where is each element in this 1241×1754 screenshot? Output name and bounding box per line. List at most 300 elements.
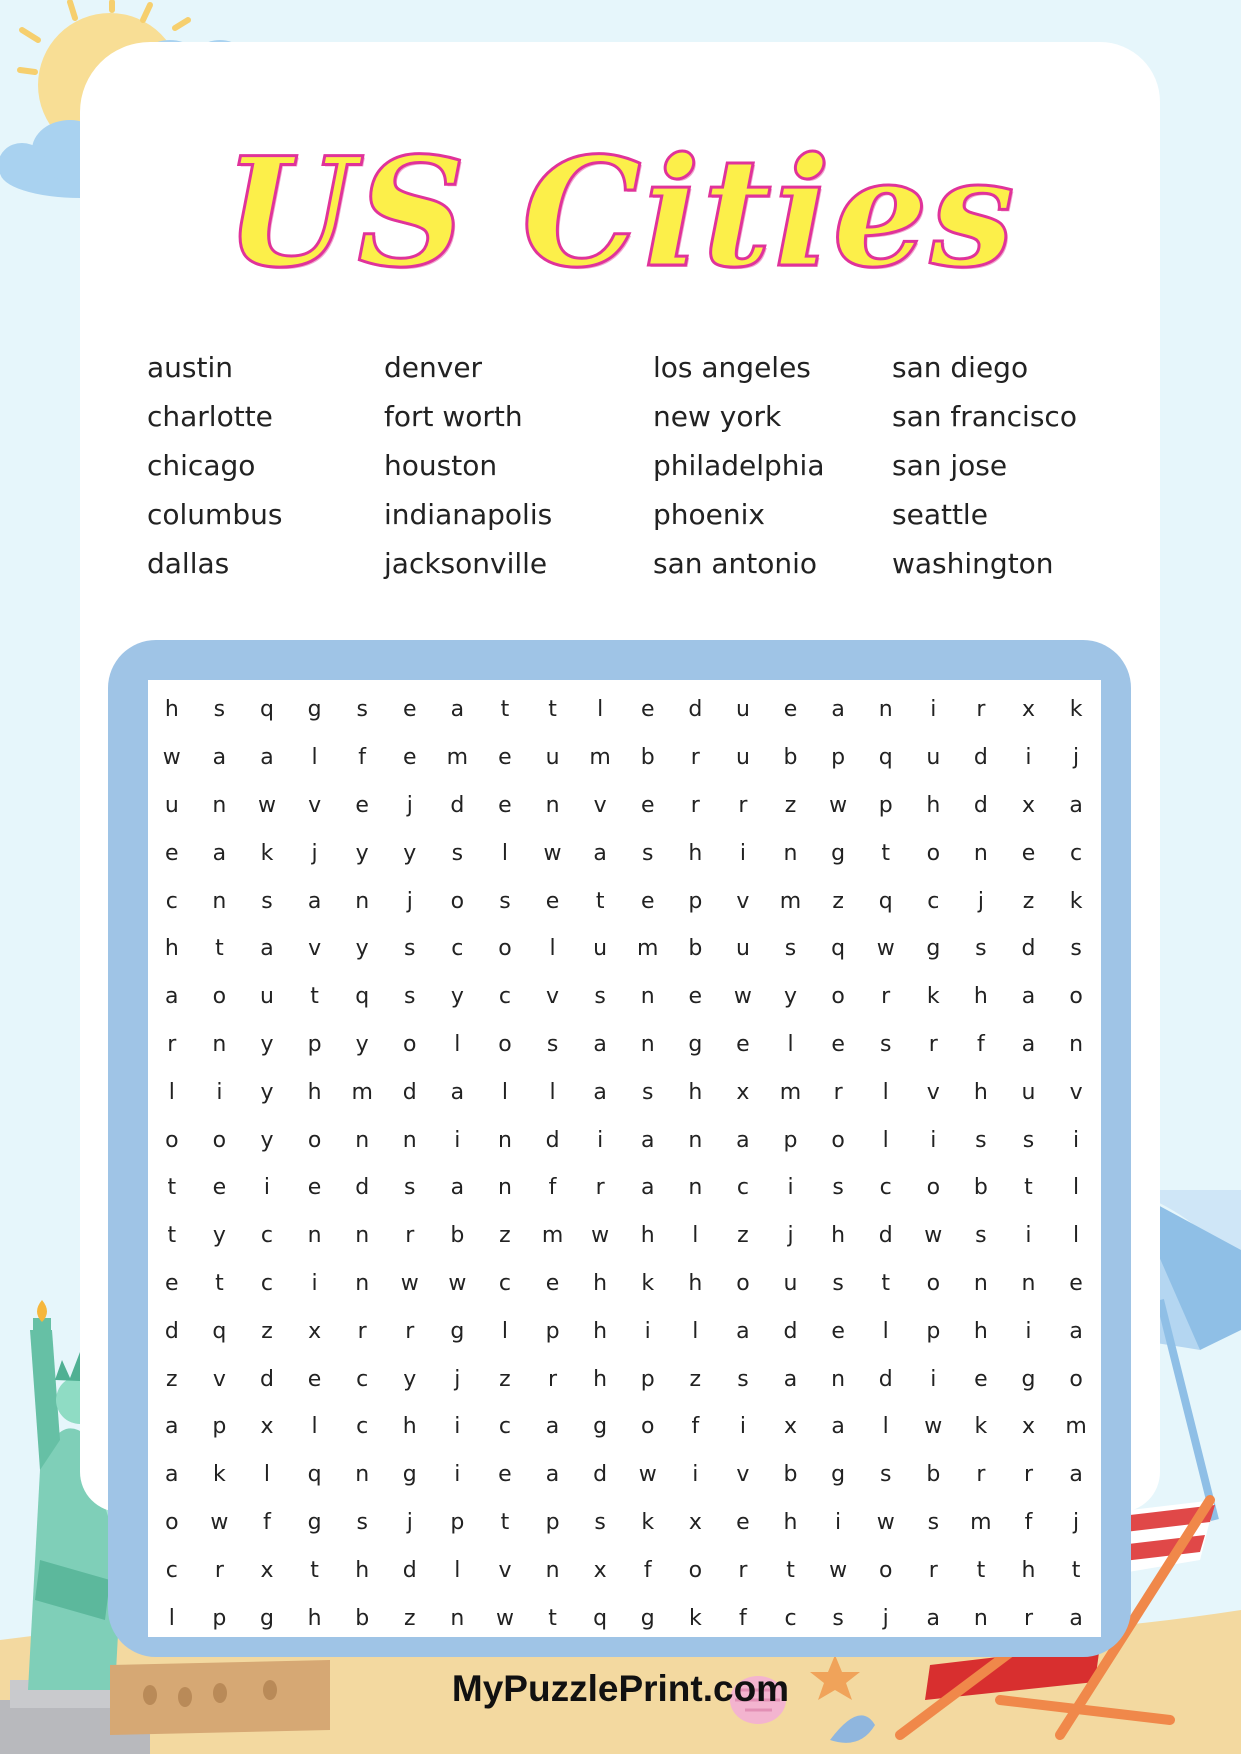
grid-cell: i bbox=[787, 1175, 794, 1201]
grid-cell: k bbox=[974, 1414, 988, 1440]
grid-cell: r bbox=[738, 1557, 748, 1583]
grid-cell: i bbox=[930, 1127, 937, 1153]
grid-cell: k bbox=[926, 984, 940, 1010]
word-item: houston bbox=[384, 449, 498, 482]
grid-cell: a bbox=[831, 697, 845, 723]
grid-cell: r bbox=[690, 745, 700, 771]
grid-cell: t bbox=[595, 888, 605, 914]
grid-cell: d bbox=[260, 1366, 274, 1392]
grid-cell: e bbox=[1069, 1270, 1083, 1296]
grid-cell: c bbox=[498, 1270, 511, 1296]
grid-cell: a bbox=[831, 1414, 845, 1440]
word-column-4 bbox=[892, 343, 1077, 588]
grid-cell: x bbox=[1021, 1414, 1035, 1440]
grid-cell: l bbox=[501, 840, 509, 866]
grid-cell: u bbox=[164, 792, 179, 818]
grid-cell: d bbox=[878, 1223, 893, 1249]
grid-cell: p bbox=[212, 1605, 227, 1631]
grid-cell: w bbox=[829, 792, 848, 818]
grid-cell: y bbox=[355, 840, 369, 866]
grid-cell: c bbox=[1070, 840, 1083, 866]
grid-cell: l bbox=[501, 1318, 509, 1344]
word-item: phoenix bbox=[653, 498, 765, 531]
word-item: new york bbox=[653, 400, 782, 433]
grid-cell: i bbox=[454, 1414, 461, 1440]
grid-cell: a bbox=[640, 1127, 655, 1153]
grid-cell: w bbox=[733, 984, 752, 1010]
grid-cell: w bbox=[591, 1223, 610, 1249]
grid-cell: l bbox=[787, 1031, 794, 1057]
grid-cell: l bbox=[454, 1557, 461, 1583]
grid-cell: r bbox=[1023, 1462, 1033, 1488]
word-item: indianapolis bbox=[384, 498, 553, 531]
grid-cell: c bbox=[736, 1175, 749, 1201]
word-item: denver bbox=[384, 351, 483, 384]
grid-cell: u bbox=[593, 936, 608, 962]
grid-cell: a bbox=[783, 1366, 798, 1392]
grid-cell: w bbox=[543, 840, 562, 866]
letter-grid bbox=[148, 686, 1100, 1642]
grid-cell: o bbox=[1069, 1366, 1083, 1392]
grid-cell: c bbox=[879, 1175, 892, 1201]
grid-cell: f bbox=[977, 1031, 985, 1057]
grid-cell: m bbox=[351, 1079, 373, 1105]
grid-cell: z bbox=[166, 1366, 178, 1392]
word-column-1 bbox=[147, 343, 282, 588]
grid-cell: e bbox=[736, 1031, 750, 1057]
grid-cell: g bbox=[831, 840, 846, 866]
grid-cell: j bbox=[406, 792, 413, 818]
grid-cell: n bbox=[545, 1557, 560, 1583]
grid-cell: n bbox=[545, 792, 560, 818]
grid-cell: e bbox=[736, 1509, 750, 1535]
grid-cell: w bbox=[924, 1414, 943, 1440]
grid-cell: a bbox=[450, 1175, 465, 1201]
grid-cell: i bbox=[597, 1127, 604, 1153]
grid-cell: m bbox=[541, 1223, 564, 1249]
grid-cell: n bbox=[355, 1223, 370, 1249]
grid-cell: d bbox=[402, 1079, 417, 1105]
grid-cell: t bbox=[215, 936, 224, 962]
grid-cell: v bbox=[308, 936, 322, 962]
grid-cell: m bbox=[1065, 1414, 1087, 1440]
grid-cell: b bbox=[783, 1462, 798, 1488]
grid-cell: r bbox=[881, 984, 891, 1010]
grid-cell: w bbox=[876, 1509, 895, 1535]
grid-cell: c bbox=[927, 888, 940, 914]
word-item: fort worth bbox=[384, 400, 523, 433]
grid-cell: o bbox=[831, 1127, 845, 1153]
grid-cell: t bbox=[500, 697, 510, 723]
grid-cell: g bbox=[831, 1462, 846, 1488]
grid-cell: y bbox=[212, 1223, 226, 1249]
grid-cell: r bbox=[738, 792, 748, 818]
grid-cell: a bbox=[1069, 1318, 1083, 1344]
grid-cell: u bbox=[260, 984, 274, 1010]
grid-cell: v bbox=[308, 792, 322, 818]
grid-cell: l bbox=[882, 1318, 889, 1344]
grid-cell: n bbox=[497, 1127, 512, 1153]
grid-cell: a bbox=[1069, 1462, 1083, 1488]
grid-cell: r bbox=[976, 1462, 986, 1488]
word-item: washington bbox=[892, 547, 1054, 580]
grid-cell: i bbox=[1073, 1127, 1080, 1153]
grid-cell: o bbox=[212, 984, 227, 1010]
grid-cell: v bbox=[1069, 1079, 1083, 1105]
grid-cell: a bbox=[450, 1079, 465, 1105]
grid-cell: e bbox=[212, 1175, 227, 1201]
grid-cell: u bbox=[735, 745, 750, 771]
grid-cell: a bbox=[1021, 984, 1036, 1010]
grid-cell: q bbox=[355, 984, 370, 1010]
word-list bbox=[0, 343, 1241, 593]
grid-cell: k bbox=[260, 840, 274, 866]
grid-cell: b bbox=[973, 1175, 988, 1201]
grid-cell: i bbox=[311, 1270, 318, 1296]
grid-cell: a bbox=[593, 1031, 607, 1057]
grid-cell: x bbox=[736, 1079, 750, 1105]
grid-cell: s bbox=[356, 697, 368, 723]
grid-cell: f bbox=[643, 1557, 652, 1583]
grid-cell: x bbox=[784, 1414, 798, 1440]
grid-cell: p bbox=[212, 1414, 227, 1440]
grid-cell: j bbox=[406, 888, 413, 914]
grid-cell: a bbox=[545, 1462, 560, 1488]
grid-cell: e bbox=[498, 792, 512, 818]
grid-cell: s bbox=[261, 888, 273, 914]
grid-cell: r bbox=[976, 697, 986, 723]
grid-cell: r bbox=[833, 1079, 843, 1105]
grid-cell: a bbox=[165, 984, 179, 1010]
grid-cell: n bbox=[1021, 1270, 1036, 1296]
grid-cell: u bbox=[735, 936, 750, 962]
grid-cell: s bbox=[594, 984, 606, 1010]
grid-cell: a bbox=[450, 697, 465, 723]
grid-cell: m bbox=[779, 1079, 802, 1105]
grid-cell: n bbox=[973, 840, 988, 866]
grid-cell: d bbox=[688, 697, 703, 723]
grid-cell: h bbox=[640, 1223, 655, 1249]
grid-cell: d bbox=[402, 1557, 417, 1583]
grid-cell: h bbox=[307, 1079, 322, 1105]
grid-cell: z bbox=[737, 1223, 749, 1249]
grid-cell: h bbox=[973, 1079, 988, 1105]
grid-cell: h bbox=[688, 840, 703, 866]
grid-cell: v bbox=[212, 1366, 226, 1392]
grid-cell: n bbox=[402, 1127, 417, 1153]
grid-cell: p bbox=[307, 1031, 322, 1057]
grid-cell: s bbox=[737, 1366, 749, 1392]
grid-cell: w bbox=[638, 1462, 657, 1488]
grid-cell: m bbox=[970, 1509, 992, 1535]
grid-cell: x bbox=[260, 1557, 274, 1583]
grid-cell: w bbox=[162, 745, 181, 771]
grid-cell: x bbox=[1021, 792, 1035, 818]
word-item: seattle bbox=[892, 498, 988, 531]
grid-cell: c bbox=[498, 1414, 511, 1440]
grid-cell: s bbox=[832, 1270, 844, 1296]
grid-cell: r bbox=[167, 1031, 177, 1057]
grid-cell: c bbox=[165, 888, 178, 914]
grid-cell: g bbox=[402, 1462, 417, 1488]
grid-cell: s bbox=[213, 697, 226, 723]
grid-cell: t bbox=[1071, 1557, 1081, 1583]
grid-cell: p bbox=[545, 1318, 560, 1344]
grid-cell: a bbox=[1021, 1031, 1036, 1057]
grid-cell: e bbox=[355, 792, 369, 818]
grid-cell: o bbox=[1069, 984, 1083, 1010]
grid-cell: n bbox=[783, 840, 798, 866]
word-column-2 bbox=[384, 343, 552, 588]
grid-cell: e bbox=[307, 1366, 322, 1392]
grid-cell: s bbox=[927, 1509, 940, 1535]
grid-cell: o bbox=[403, 1031, 417, 1057]
grid-cell: w bbox=[495, 1605, 514, 1631]
grid-cell: l bbox=[882, 1079, 889, 1105]
grid-cell: i bbox=[739, 840, 746, 866]
grid-cell: s bbox=[975, 1127, 987, 1153]
grid-cell: p bbox=[450, 1509, 465, 1535]
grid-cell: s bbox=[1070, 936, 1082, 962]
grid-cell: r bbox=[548, 1366, 558, 1392]
grid-cell: t bbox=[310, 984, 319, 1010]
word-item: san jose bbox=[892, 449, 1008, 482]
grid-cell: h bbox=[355, 1557, 370, 1583]
grid-cell: w bbox=[876, 936, 895, 962]
grid-cell: j bbox=[311, 840, 318, 866]
grid-cell: p bbox=[831, 745, 846, 771]
grid-cell: r bbox=[405, 1223, 415, 1249]
grid-cell: n bbox=[973, 1270, 988, 1296]
grid-cell: o bbox=[926, 840, 941, 866]
grid-cell: g bbox=[307, 1509, 322, 1535]
grid-cell: g bbox=[593, 1414, 608, 1440]
grid-cell: d bbox=[450, 792, 465, 818]
grid-cell: n bbox=[355, 888, 370, 914]
grid-cell: o bbox=[165, 1509, 179, 1535]
grid-cell: l bbox=[263, 1462, 271, 1488]
grid-cell: z bbox=[499, 1223, 511, 1249]
grid-cell: i bbox=[930, 1366, 937, 1392]
grid-cell: r bbox=[690, 792, 700, 818]
page-title: US Cities bbox=[224, 125, 1017, 301]
grid-cell: i bbox=[835, 1509, 842, 1535]
grid-cell: b bbox=[355, 1605, 370, 1631]
grid-cell: v bbox=[736, 1462, 750, 1488]
grid-cell: h bbox=[688, 1270, 703, 1296]
grid-cell: c bbox=[356, 1414, 369, 1440]
grid-cell: r bbox=[928, 1557, 938, 1583]
grid-cell: o bbox=[498, 936, 512, 962]
grid-cell: k bbox=[641, 1509, 655, 1535]
grid-cell: q bbox=[878, 745, 893, 771]
grid-cell: x bbox=[308, 1318, 322, 1344]
grid-cell: z bbox=[403, 1605, 416, 1631]
grid-cell: n bbox=[497, 1175, 512, 1201]
grid-cell: j bbox=[1073, 745, 1080, 771]
grid-cell: n bbox=[688, 1175, 703, 1201]
grid-cell: e bbox=[498, 745, 512, 771]
grid-cell: w bbox=[400, 1270, 419, 1296]
grid-cell: r bbox=[595, 1175, 605, 1201]
grid-cell: s bbox=[404, 984, 416, 1010]
grid-cell: q bbox=[878, 888, 893, 914]
grid-cell: d bbox=[593, 1462, 608, 1488]
grid-cell: c bbox=[451, 936, 464, 962]
grid-cell: o bbox=[450, 888, 465, 914]
word-item: philadelphia bbox=[653, 449, 825, 482]
grid-cell: a bbox=[212, 745, 227, 771]
grid-cell: o bbox=[831, 984, 845, 1010]
grid-cell: l bbox=[311, 745, 318, 771]
grid-cell: p bbox=[783, 1127, 798, 1153]
grid-cell: x bbox=[688, 1509, 702, 1535]
grid-cell: k bbox=[1069, 697, 1083, 723]
grid-cell: h bbox=[402, 1414, 417, 1440]
grid-cell: h bbox=[593, 1270, 608, 1296]
grid-cell: t bbox=[786, 1557, 795, 1583]
grid-cell: s bbox=[879, 1031, 892, 1057]
grid-cell: r bbox=[214, 1557, 224, 1583]
grid-cell: e bbox=[640, 888, 655, 914]
grid-cell: v bbox=[546, 984, 560, 1010]
grid-cell: i bbox=[1025, 1223, 1032, 1249]
grid-cell: d bbox=[783, 1318, 798, 1344]
grid-cell: j bbox=[1073, 1509, 1080, 1535]
grid-cell: m bbox=[589, 745, 611, 771]
grid-cell: q bbox=[260, 697, 274, 723]
grid-cell: i bbox=[930, 697, 937, 723]
grid-cell: f bbox=[739, 1605, 747, 1631]
grid-cell: n bbox=[307, 1223, 322, 1249]
grid-cell: v bbox=[593, 792, 607, 818]
grid-cell: s bbox=[451, 840, 464, 866]
grid-cell: a bbox=[640, 1175, 655, 1201]
grid-cell: o bbox=[498, 1031, 512, 1057]
grid-cell: q bbox=[307, 1462, 322, 1488]
grid-cell: v bbox=[736, 888, 750, 914]
grid-cell: e bbox=[165, 840, 179, 866]
grid-cell: u bbox=[926, 745, 941, 771]
grid-cell: n bbox=[640, 984, 655, 1010]
grid-cell: n bbox=[878, 697, 893, 723]
grid-cell: e bbox=[165, 1270, 179, 1296]
grid-cell: a bbox=[260, 936, 274, 962]
grid-cell: s bbox=[499, 888, 511, 914]
grid-cell: k bbox=[688, 1605, 702, 1631]
grid-cell: g bbox=[640, 1605, 655, 1631]
grid-cell: f bbox=[1024, 1509, 1033, 1535]
grid-cell: d bbox=[878, 1366, 893, 1392]
grid-cell: c bbox=[784, 1605, 797, 1631]
grid-cell: l bbox=[168, 1079, 175, 1105]
grid-cell: q bbox=[212, 1318, 227, 1344]
grid-cell: e bbox=[545, 888, 560, 914]
grid-cell: h bbox=[593, 1366, 608, 1392]
grid-cell: f bbox=[548, 1175, 557, 1201]
grid-cell: a bbox=[593, 1079, 607, 1105]
grid-cell: i bbox=[1025, 745, 1032, 771]
grid-cell: m bbox=[637, 936, 659, 962]
grid-cell: b bbox=[783, 745, 798, 771]
grid-cell: t bbox=[881, 1270, 891, 1296]
grid-cell: s bbox=[404, 936, 416, 962]
grid-cell: y bbox=[260, 1031, 274, 1057]
grid-cell: q bbox=[593, 1605, 608, 1631]
grid-cell: t bbox=[881, 840, 891, 866]
grid-cell: e bbox=[640, 697, 655, 723]
grid-cell: i bbox=[454, 1127, 461, 1153]
grid-cell: a bbox=[165, 1414, 179, 1440]
grid-cell: j bbox=[882, 1605, 889, 1631]
grid-cell: t bbox=[548, 697, 557, 723]
grid-cell: e bbox=[688, 984, 703, 1010]
grid-cell: u bbox=[1021, 1079, 1036, 1105]
grid-cell: n bbox=[355, 1270, 370, 1296]
grid-cell: a bbox=[212, 840, 227, 866]
grid-cell: a bbox=[926, 1605, 941, 1631]
grid-cell: m bbox=[779, 888, 802, 914]
grid-cell: a bbox=[260, 745, 274, 771]
grid-cell: l bbox=[882, 1127, 889, 1153]
grid-cell: c bbox=[260, 1223, 274, 1249]
grid-cell: d bbox=[355, 1175, 370, 1201]
grid-cell: w bbox=[257, 792, 276, 818]
grid-cell: b bbox=[450, 1223, 465, 1249]
grid-cell: t bbox=[215, 1270, 224, 1296]
grid-cell: y bbox=[403, 1366, 417, 1392]
grid-cell: o bbox=[212, 1127, 227, 1153]
grid-cell: e bbox=[831, 1031, 845, 1057]
grid-cell: p bbox=[878, 792, 893, 818]
grid-cell: h bbox=[1021, 1557, 1036, 1583]
grid-cell: w bbox=[924, 1223, 943, 1249]
word-item: austin bbox=[147, 351, 233, 384]
grid-cell: u bbox=[545, 745, 560, 771]
grid-cell: l bbox=[1073, 1223, 1080, 1249]
grid-cell: s bbox=[594, 1509, 606, 1535]
grid-cell: s bbox=[404, 1175, 416, 1201]
grid-cell: v bbox=[926, 1079, 940, 1105]
grid-cell: d bbox=[545, 1127, 560, 1153]
grid-cell: a bbox=[307, 888, 322, 914]
grid-cell: s bbox=[832, 1175, 844, 1201]
grid-cell: p bbox=[688, 888, 703, 914]
grid-cell: e bbox=[831, 1318, 845, 1344]
grid-cell: e bbox=[1021, 840, 1036, 866]
grid-cell: b bbox=[640, 745, 655, 771]
grid-cell: t bbox=[500, 1509, 510, 1535]
grid-cell: n bbox=[450, 1605, 465, 1631]
grid-cell: l bbox=[692, 1318, 699, 1344]
grid-cell: l bbox=[168, 1605, 175, 1631]
grid-cell: y bbox=[784, 984, 798, 1010]
grid-cell: k bbox=[213, 1462, 226, 1488]
puzzle-grid-frame bbox=[108, 640, 1131, 1657]
grid-cell: l bbox=[549, 1079, 556, 1105]
grid-cell: r bbox=[405, 1318, 415, 1344]
grid-cell: h bbox=[164, 936, 179, 962]
grid-cell: d bbox=[973, 745, 988, 771]
grid-cell: s bbox=[546, 1031, 559, 1057]
grid-cell: s bbox=[642, 840, 654, 866]
puzzle-grid-panel bbox=[148, 680, 1101, 1637]
grid-cell: a bbox=[736, 1127, 750, 1153]
grid-cell: h bbox=[973, 984, 988, 1010]
grid-cell: m bbox=[446, 745, 469, 771]
word-item: los angeles bbox=[653, 351, 811, 384]
grid-cell: h bbox=[307, 1605, 322, 1631]
